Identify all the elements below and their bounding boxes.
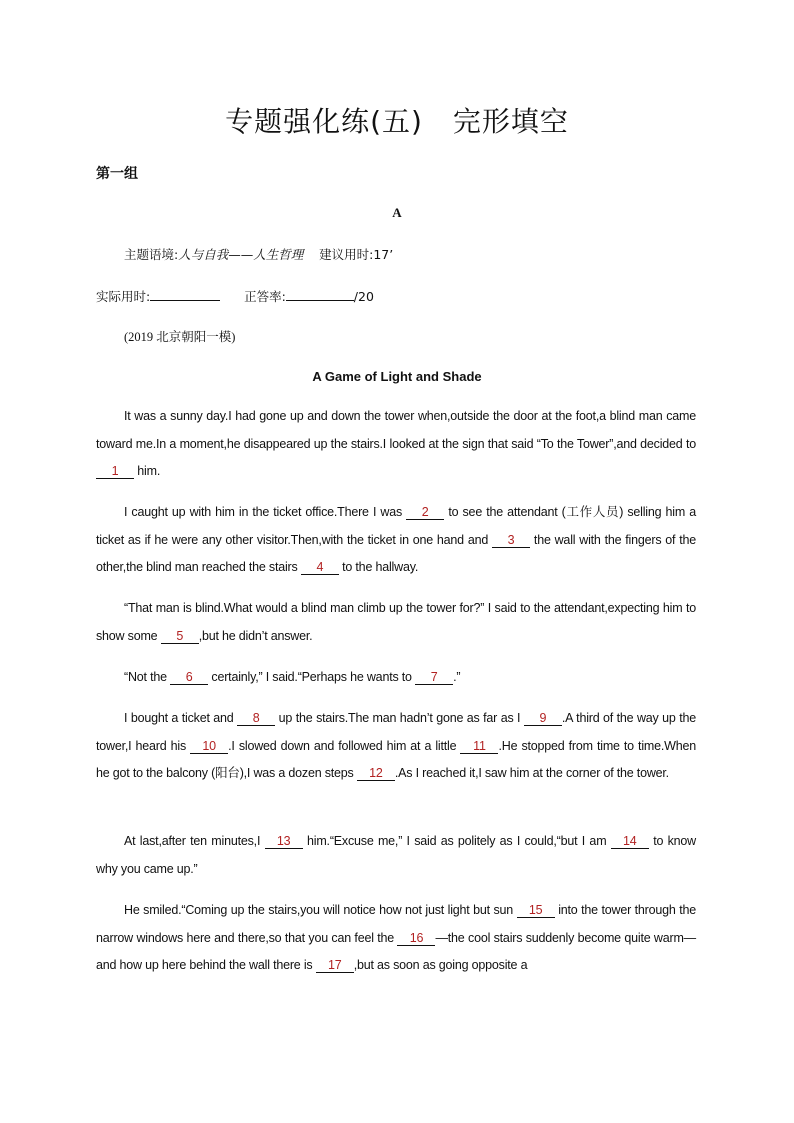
passage-text: .I slowed down and followed him at a little — [228, 738, 461, 753]
passage-text: I caught up with him in the ticket office.There I was — [124, 505, 407, 519]
blank-12: 12 — [357, 766, 395, 781]
paragraph-7 — [96, 897, 696, 980]
passage-text: the wall with the fingers of the other,the blind man reached the stairs — [96, 532, 697, 575]
paragraph-6 — [96, 828, 696, 883]
total-label: /20 — [353, 289, 374, 304]
passage-text: ,but as soon as going opposite a — [353, 958, 528, 973]
passage-text: It was a sunny day.I had gone up and down the tower when,outside the door at the foot,a blind man came toward me.In a moment,he disappeared up the stairs.I looked at the sign that said “To the Tower”,and decided to — [96, 409, 696, 451]
blank-2: 2 — [406, 505, 444, 520]
blank-17: 17 — [316, 958, 354, 973]
correct-rate-label: 正答率: — [244, 289, 286, 304]
blank-5: 5 — [161, 629, 199, 644]
source-line: (2019 北京朝阳一模) — [124, 330, 236, 344]
passage-text: .” — [453, 670, 461, 684]
passage-text: —the cool stairs suddenly become quite warm—and how up here behind the wall there is — [96, 930, 696, 973]
theme-label: 主题语境: — [124, 247, 179, 262]
title-sub: 完形填空 — [452, 105, 569, 138]
passage-text: “That man is blind.What would a blind man climb up the tower for?” I said to the attendant,expecting him to show some — [96, 601, 696, 643]
actual-line — [96, 286, 374, 305]
paragraph-3 — [96, 595, 696, 650]
passage-text: .A third of the way up the tower,I heard his — [96, 711, 697, 753]
passage-text: At last,after ten minutes,I — [124, 834, 265, 848]
passage-text: to know why you came up.” — [96, 834, 696, 876]
passage-text: “Not the — [124, 670, 171, 684]
group-label: 第一组 — [96, 166, 138, 182]
actual-time-label: 实际用时: — [96, 289, 151, 304]
blank-9: 9 — [524, 711, 562, 726]
blank-14: 14 — [611, 834, 649, 849]
passage-text: .He stopped from time to time.When he got to the balcony (阳台),I was a dozen steps — [96, 738, 696, 781]
passage-text: He smiled.“Coming up the stairs,you will notice how not just light but sun — [124, 903, 517, 917]
blank-4: 4 — [301, 560, 339, 575]
paragraph-2 — [96, 499, 696, 582]
passage-text: up the stairs.The man hadn’t gone as far as I — [275, 711, 524, 725]
blank-7: 7 — [415, 670, 453, 685]
passage-text: him. — [134, 464, 161, 479]
actual-time-blank — [150, 286, 220, 301]
passage-text: certainly,” I said.“Perhaps he wants to — [208, 670, 416, 684]
passage-text: ,but he didn’t answer. — [198, 628, 313, 643]
blank-8: 8 — [237, 711, 275, 726]
blank-1: 1 — [96, 464, 134, 479]
passage-heading: A Game of Light and Shade — [312, 369, 482, 384]
suggested-time: 建议用时:17’ — [319, 247, 394, 262]
paragraph-5 — [96, 705, 696, 788]
blank-6: 6 — [170, 670, 208, 685]
paragraph-4 — [96, 664, 696, 692]
passage-text: .As I reached it,I saw him at the corner of the tower. — [394, 766, 669, 781]
correct-rate-blank — [286, 286, 354, 301]
passage-text: into the tower through the narrow windows here and there,so that you can feel the — [96, 903, 696, 945]
blank-11: 11 — [460, 739, 498, 754]
part-label: A — [392, 205, 402, 220]
paragraph-1 — [96, 403, 696, 486]
blank-10: 10 — [190, 739, 228, 754]
blank-15: 15 — [517, 903, 555, 918]
passage-text: to see the attendant (工作人员) selling him a ticket as if he were any other visitor.Then,with the ticket in one hand and — [96, 505, 696, 547]
passage-text: him.“Excuse me,” I said as politely as I could,“but I am — [302, 834, 611, 848]
blank-3: 3 — [492, 533, 530, 548]
page-title — [0, 100, 794, 140]
title-main: 专题强化练(五) — [225, 105, 423, 138]
theme-line — [124, 245, 393, 263]
theme-value: 人与自我——人生哲理 — [178, 247, 304, 262]
passage-text: to the hallway. — [338, 560, 419, 575]
blank-13: 13 — [265, 834, 303, 849]
passage-text: I bought a ticket and — [124, 711, 238, 725]
blank-16: 16 — [397, 931, 435, 946]
